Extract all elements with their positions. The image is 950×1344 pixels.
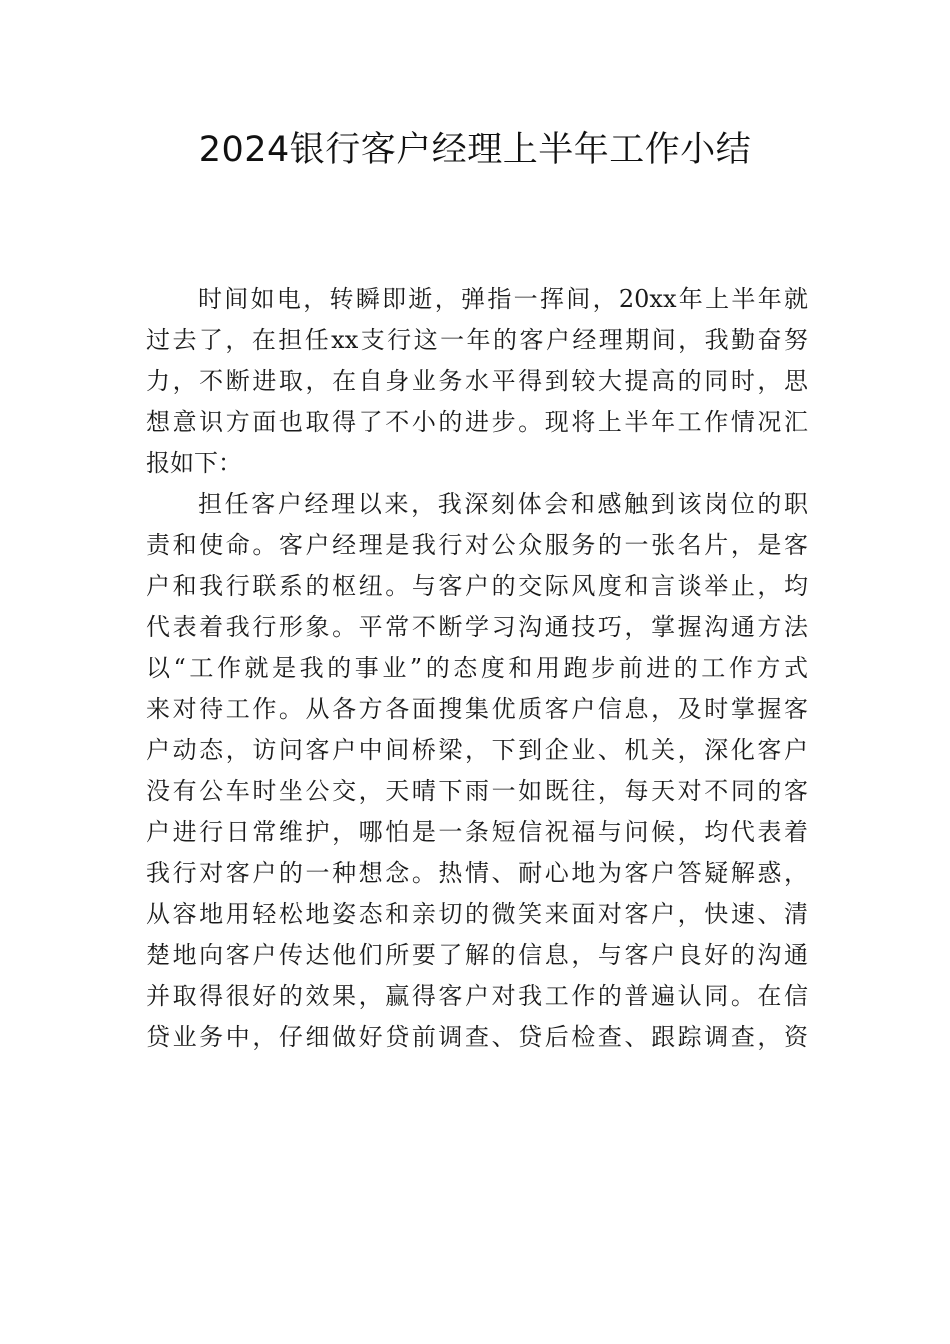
paragraph-2 xyxy=(146,484,808,1058)
paragraph-1 xyxy=(146,279,808,484)
paragraph-1-line-3: 力，不断进取，在自身业务水平得到较大提高的同时，思 xyxy=(146,367,808,395)
paragraph-1-line-2: 过去了，在担任xx支行这一年的客户经理期间，我勤奋努 xyxy=(146,326,808,354)
paragraph-2-line-14: 贷业务中，仔细做好贷前调查、贷后检查、跟踪调查，资 xyxy=(146,1023,808,1051)
paragraph-1-line-1: 时间如电，转瞬即逝，弹指一挥间，20xx年上半年就 xyxy=(198,285,808,313)
document-body xyxy=(146,279,808,1058)
paragraph-2-line-10: 我行对客户的一种想念。热情、耐心地为客户答疑解惑， xyxy=(146,859,808,887)
paragraph-2-line-11: 从容地用轻松地姿态和亲切的微笑来面对客户，快速、清 xyxy=(146,900,808,928)
paragraph-2-line-5: 以“工作就是我的事业”的态度和用跑步前进的工作方式 xyxy=(146,654,808,682)
paragraph-2-line-1: 担任客户经理以来，我深刻体会和感触到该岗位的职 xyxy=(198,490,808,518)
paragraph-2-line-2: 责和使命。客户经理是我行对公众服务的一张名片，是客 xyxy=(146,531,808,559)
paragraph-1-line-5: 报如下： xyxy=(146,449,242,477)
paragraph-1-line-4: 想意识方面也取得了不小的进步。现将上半年工作情况汇 xyxy=(146,408,808,436)
paragraph-2-line-4: 代表着我行形象。平常不断学习沟通技巧，掌握沟通方法 xyxy=(146,613,808,641)
paragraph-2-line-8: 没有公车时坐公交，天晴下雨一如既往，每天对不同的客 xyxy=(146,777,808,805)
paragraph-2-line-9: 户进行日常维护，哪怕是一条短信祝福与问候，均代表着 xyxy=(146,818,808,846)
paragraph-2-line-6: 来对待工作。从各方各面搜集优质客户信息，及时掌握客 xyxy=(146,695,808,723)
paragraph-2-line-13: 并取得很好的效果，赢得客户对我工作的普遍认同。在信 xyxy=(146,982,808,1010)
document-title: 2024银行客户经理上半年工作小结 xyxy=(198,130,752,170)
paragraph-2-line-12: 楚地向客户传达他们所要了解的信息，与客户良好的沟通 xyxy=(146,941,808,969)
paragraph-2-line-3: 户和我行联系的枢纽。与客户的交际风度和言谈举止，均 xyxy=(146,572,808,600)
paragraph-2-line-7: 户动态，访问客户中间桥梁，下到企业、机关，深化客户 xyxy=(146,736,808,764)
